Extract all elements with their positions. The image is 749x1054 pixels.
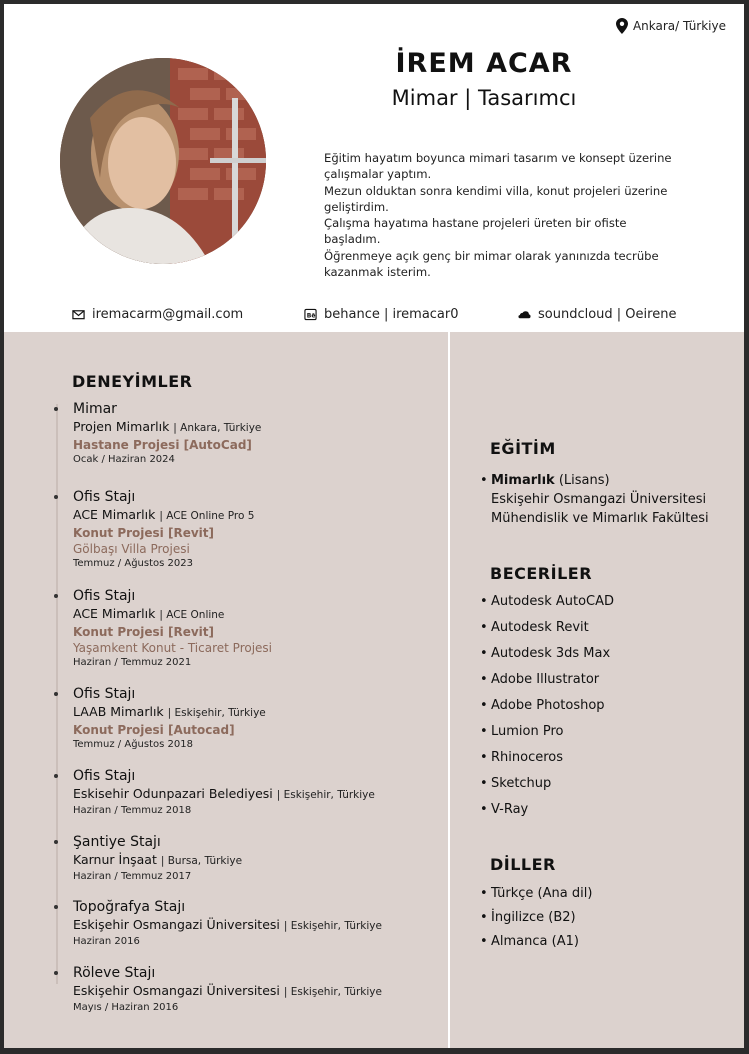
language-item: • Almanca (A1) [480, 930, 730, 954]
org-location: | ACE Online [159, 609, 225, 621]
contact-email[interactable] [72, 307, 243, 322]
location-text: Ankara/ Türkiye [632, 19, 726, 33]
experience-heading: DENEYİMLER [72, 372, 193, 391]
experience-role: Ofis Stajı [73, 489, 136, 505]
skills-heading: BECERİLER [490, 564, 593, 583]
languages-heading: DİLLER [490, 855, 556, 874]
experience-org [73, 785, 434, 804]
skill-item: • Adobe Illustrator [480, 667, 730, 693]
bullet [54, 594, 58, 598]
bio-line: Öğrenmeye açık genç bir mimar olarak yanınızda tecrübe kazanmak isterim. [324, 248, 659, 280]
skill-item: • Adobe Photoshop [480, 693, 730, 719]
column-divider [448, 332, 450, 1048]
location [616, 18, 726, 34]
bullet [54, 407, 58, 411]
org-location: | Eskişehir, Türkiye [283, 986, 382, 998]
org-name: Projen Mimarlık [73, 419, 170, 434]
bullet [54, 971, 58, 975]
education-heading: EĞİTİM [490, 439, 556, 458]
person-name: İREM ACAR [395, 48, 573, 79]
org-location: | Bursa, Türkiye [160, 855, 243, 867]
skill-item: • Autodesk Revit [480, 615, 730, 641]
skill-item: • Sketchup [480, 771, 730, 797]
skill-item: • Autodesk AutoCAD [480, 589, 730, 615]
org-name: ACE Mimarlık [73, 507, 156, 522]
experience-date: Haziran / Temmuz 2018 [73, 805, 192, 816]
education-degree: Mimarlık [491, 473, 555, 488]
contact-soundcloud-text: soundcloud | Oeirene [538, 307, 677, 322]
contact-behance[interactable] [304, 307, 459, 322]
experience-item [54, 833, 434, 884]
experience-item [54, 964, 434, 1015]
experience-role: Ofis Stajı [73, 686, 136, 702]
bio-line: Eğitim hayatım boyunca mimari tasarım ve konsept üzerine çalışmalar yaptım. [324, 151, 672, 182]
skill-item: • Autodesk 3ds Max [480, 641, 730, 667]
experience-item [54, 767, 434, 818]
experience-role: Topoğrafya Stajı [73, 899, 186, 915]
bio [324, 150, 684, 280]
experience-org [73, 418, 434, 437]
contact-soundcloud[interactable] [518, 307, 676, 322]
experience-date: Ocak / Haziran 2024 [73, 454, 175, 465]
experience-item [54, 685, 434, 752]
location-pin-icon [616, 18, 628, 34]
experience-org [73, 703, 434, 722]
education-degree-line [491, 471, 740, 490]
skill-item: • V-Ray [480, 797, 730, 823]
experience-org [73, 916, 434, 935]
org-name: Eskişehir Osmangazi Üniversitesi [73, 917, 280, 932]
experience-role: Ofis Stajı [73, 768, 136, 784]
contact-email-text: iremacarm@gmail.com [92, 307, 244, 322]
mail-icon [72, 308, 85, 321]
org-location: | ACE Online Pro 5 [159, 510, 255, 522]
resume-page [4, 4, 744, 1048]
bullet [54, 774, 58, 778]
org-name: Eskisehir Odunpazari Belediyesi [73, 786, 273, 801]
experience-item [54, 587, 434, 670]
experience-org [73, 851, 434, 870]
experience-subproject: Gölbaşı Villa Projesi [73, 542, 190, 556]
education-faculty: Mühendislik ve Mimarlık Fakültesi [491, 511, 709, 526]
experience-project: Konut Projesi [Revit] [73, 625, 214, 639]
language-item: • Türkçe (Ana dil) [480, 882, 730, 906]
experience-date: Haziran / Temmuz 2017 [73, 871, 192, 882]
experience-date: Temmuz / Ağustos 2023 [73, 558, 193, 569]
org-name: LAAB Mimarlık [73, 704, 164, 719]
person-title: Mimar | Tasarımcı [391, 86, 577, 110]
svg-text:Bē: Bē [306, 312, 316, 320]
experience-project: Konut Projesi [Autocad] [73, 723, 235, 737]
experience-project: Hastane Projesi [AutoCad] [73, 438, 252, 452]
org-name: Karnur İnşaat [73, 852, 157, 867]
org-name: Eskişehir Osmangazi Üniversitesi [73, 983, 280, 998]
bio-line: Mezun olduktan sonra kendimi villa, konut projeleri üzerine geliştirdim. [324, 183, 668, 214]
org-location: | Eskişehir, Türkiye [167, 707, 266, 719]
experience-date: Temmuz / Ağustos 2018 [73, 739, 193, 750]
skill-item: • Lumion Pro [480, 719, 730, 745]
experience-role: Mimar [73, 401, 117, 417]
contact-behance-text: behance | iremacar0 [324, 307, 459, 322]
skills-list [480, 589, 730, 823]
experience-org [73, 506, 434, 525]
org-location: | Eskişehir, Türkiye [276, 789, 375, 801]
soundcloud-icon [518, 308, 531, 321]
experience-role: Şantiye Stajı [73, 834, 161, 850]
org-location: | Ankara, Türkiye [173, 422, 262, 434]
bullet [54, 495, 58, 499]
bio-line: Çalışma hayatıma hastane projeleri üreten bir ofiste başladım. [324, 216, 627, 247]
language-item: • İngilizce (B2) [480, 906, 730, 930]
education-item [480, 471, 740, 528]
bullet [54, 905, 58, 909]
experience-org [73, 982, 434, 1001]
experience-item [54, 400, 434, 467]
experience-date: Mayıs / Haziran 2016 [73, 1002, 179, 1013]
experience-item [54, 898, 434, 949]
bullet: • [480, 473, 488, 488]
bullet [54, 840, 58, 844]
education-school: Eskişehir Osmangazi Üniversitesi [491, 492, 707, 507]
experience-org [73, 605, 434, 624]
org-location: | Eskişehir, Türkiye [283, 920, 382, 932]
behance-icon [304, 308, 317, 321]
experience-role: Ofis Stajı [73, 588, 136, 604]
experience-item [54, 488, 434, 571]
experience-date: Haziran / Temmuz 2021 [73, 657, 192, 668]
skill-item: • Rhinoceros [480, 745, 730, 771]
education-degree-type: (Lisans) [558, 473, 610, 488]
experience-project: Konut Projesi [Revit] [73, 526, 214, 540]
experience-role: Röleve Stajı [73, 965, 156, 981]
org-name: ACE Mimarlık [73, 606, 156, 621]
bullet [54, 692, 58, 696]
profile-photo [60, 58, 266, 264]
experience-subproject: Yaşamkent Konut - Ticaret Projesi [73, 641, 273, 655]
experience-date: Haziran 2016 [73, 936, 140, 947]
languages-list [480, 882, 730, 954]
